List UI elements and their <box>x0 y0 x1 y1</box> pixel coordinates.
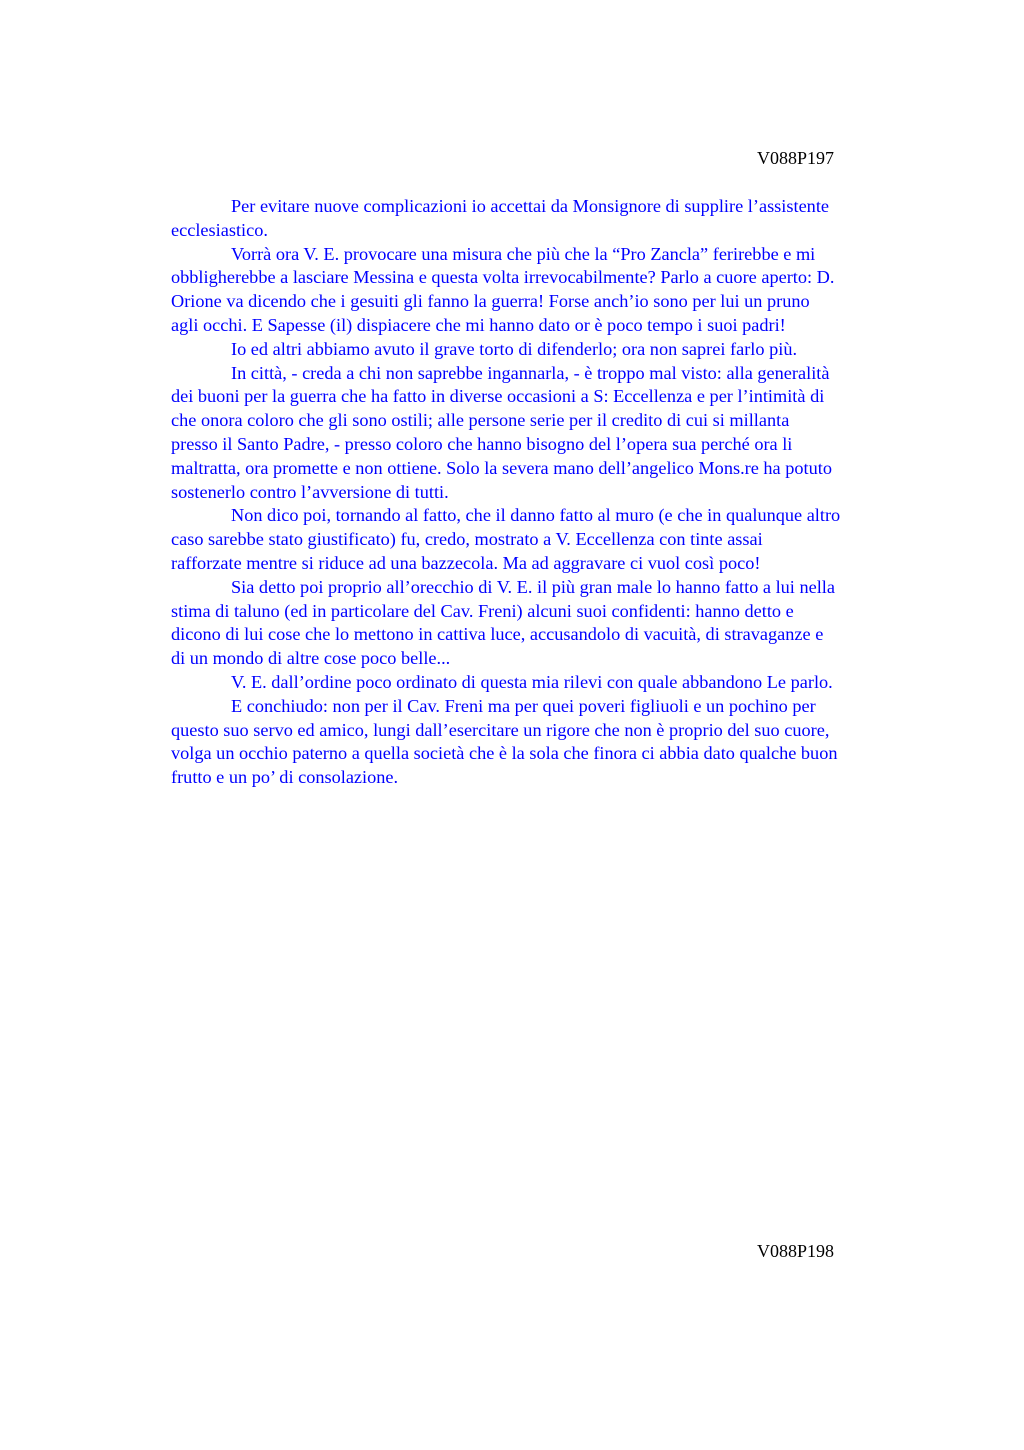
text-line: questo suo servo ed amico, lungi dall’esercitare un rigore che non è proprio del suo cuore, <box>171 719 830 740</box>
text-line: stima di taluno (ed in particolare del Cav. Freni) alcuni suoi confidenti: hanno detto e <box>171 600 794 621</box>
text-line: caso sarebbe stato giustificato) fu, credo, mostrato a V. Eccellenza con tinte assai <box>171 529 763 550</box>
text-line: Per evitare nuove complicazioni io accettai da Monsignore di supplire l’assistente <box>231 196 830 216</box>
text-line: dicono di lui cose che lo mettono in cattiva luce, accusandolo di vacuità, di stravaganze e <box>171 624 824 645</box>
text-line: presso il Santo Padre, - presso coloro che hanno bisogno del l’opera sua perché ora li <box>171 433 793 454</box>
text-line: ecclesiastico. <box>171 219 268 240</box>
text-line: dei buoni per la guerra che ha fatto in diverse occasioni a S: Eccellenza e per l’intimità di <box>171 386 825 407</box>
page-code-bottom: V088P198 <box>757 1241 835 1261</box>
text-line: rafforzate mentre si riduce ad una bazzecola. Ma ad aggravare ci vuol così poco! <box>171 552 761 573</box>
text-line: E conchiudo: non per il Cav. Freni ma per quei poveri figliuoli e un pochino per <box>231 695 816 716</box>
text-line: Orione va dicendo che i gesuiti gli fanno la guerra! Forse anch’io sono per lui un pruno <box>171 291 810 312</box>
page-code-top: V088P197 <box>757 148 835 168</box>
text-line: di un mondo di altre cose poco belle... <box>171 648 451 669</box>
text-line: Io ed altri abbiamo avuto il grave torto di difenderlo; ora non saprei farlo più. <box>231 338 798 359</box>
text-line: In città, - creda a chi non saprebbe ingannarla, - è troppo mal visto: alla generalità <box>231 362 830 383</box>
text-line: obbligherebbe a lasciare Messina e questa volta irrevocabilmente? Parlo a cuore aperto: D. <box>171 267 835 288</box>
text-line: V. E. dall’ordine poco ordinato di questa mia rilevi con quale abbandono Le parlo. <box>231 671 833 692</box>
text-line: Vorrà ora V. E. provocare una misura che più che la “Pro Zancla” ferirebbe e mi <box>231 243 816 264</box>
text-line: sostenerlo contro l’avversione di tutti. <box>171 481 449 502</box>
letter-body <box>171 195 931 790</box>
text-line: volga un occhio paterno a quella società che è la sola che finora ci abbia dato qualche buon <box>171 743 838 764</box>
text-line: maltratta, ora promette e non ottiene. Solo la severa mano dell’angelico Mons.re ha potuto <box>171 457 832 478</box>
text-line: Non dico poi, tornando al fatto, che il danno fatto al muro (e che in qualunque altro <box>231 505 841 526</box>
text-line: frutto e un po’ di consolazione. <box>171 767 399 788</box>
text-line: che onora coloro che gli sono ostili; alle persone serie per il credito di cui si millanta <box>171 410 790 431</box>
text-line: agli occhi. E Sapesse (il) dispiacere che mi hanno dato or è poco tempo i suoi padri! <box>171 314 786 335</box>
text-line: Sia detto poi proprio all’orecchio di V. E. il più gran male lo hanno fatto a lui nella <box>231 576 835 597</box>
